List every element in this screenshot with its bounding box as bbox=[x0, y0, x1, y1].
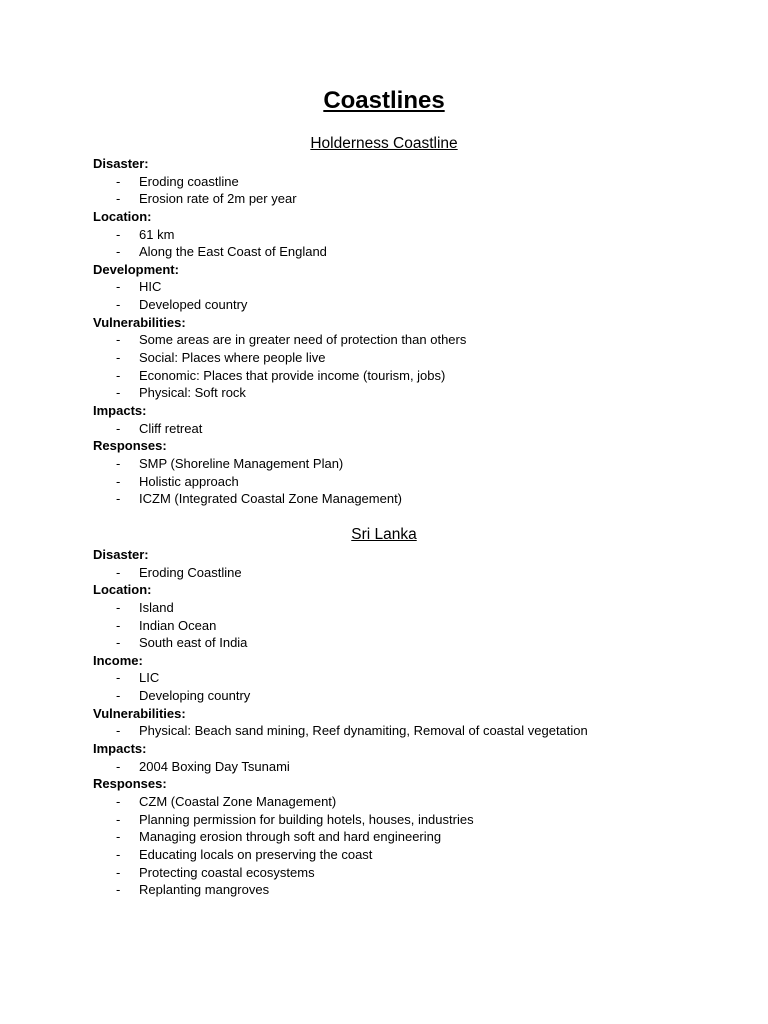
list-item bbox=[93, 669, 693, 687]
list-item-text: Eroding coastline bbox=[139, 173, 239, 189]
bullet-marker: - bbox=[116, 864, 121, 880]
section-label: Vulnerabilities: bbox=[93, 705, 186, 721]
list-item-text: CZM (Coastal Zone Management) bbox=[139, 793, 337, 809]
list-item-text: Economic: Places that provide income (tourism, jobs) bbox=[139, 367, 446, 383]
bullet-marker: - bbox=[116, 332, 121, 348]
bullet-marker: - bbox=[116, 473, 121, 489]
list-item bbox=[93, 384, 693, 402]
bullet-marker: - bbox=[116, 758, 121, 774]
list-item bbox=[93, 226, 693, 244]
list-item bbox=[93, 811, 693, 829]
list-item-text: 61 km bbox=[139, 226, 175, 242]
section-label: Location: bbox=[93, 208, 152, 224]
case-study-sections bbox=[93, 546, 693, 899]
list-item-text: South east of India bbox=[139, 635, 248, 651]
list-item-text: Educating locals on preserving the coast bbox=[139, 846, 373, 862]
list-item bbox=[93, 793, 693, 811]
bullet-marker: - bbox=[116, 846, 121, 862]
list-item-text: Cliff retreat bbox=[139, 420, 203, 436]
list-item bbox=[93, 473, 693, 491]
section-label: Vulnerabilities: bbox=[93, 314, 186, 330]
list-item bbox=[93, 367, 693, 385]
bullet-marker: - bbox=[116, 191, 121, 207]
list-item bbox=[93, 420, 693, 438]
list-item bbox=[93, 190, 693, 208]
section-label: Income: bbox=[93, 652, 143, 668]
bullet-marker: - bbox=[116, 635, 121, 651]
bullet-marker: - bbox=[116, 491, 121, 507]
bullet-marker: - bbox=[116, 617, 121, 633]
bullet-marker: - bbox=[116, 882, 121, 898]
document-title: Coastlines bbox=[323, 87, 445, 114]
section-label: Location: bbox=[93, 582, 152, 598]
section-label: Disaster: bbox=[93, 547, 149, 562]
section-label: Responses: bbox=[93, 776, 167, 792]
list-item bbox=[93, 687, 693, 705]
list-item-text: Developing country bbox=[139, 688, 251, 704]
section-label: Impacts: bbox=[93, 741, 147, 757]
case-study-heading: Sri Lanka bbox=[351, 526, 417, 543]
list-item-text: Erosion rate of 2m per year bbox=[139, 191, 297, 207]
list-item bbox=[93, 864, 693, 882]
list-item bbox=[93, 455, 693, 473]
bullet-marker: - bbox=[116, 297, 121, 313]
bullet-marker: - bbox=[116, 670, 121, 686]
list-item bbox=[93, 828, 693, 846]
list-item-text: Social: Places where people live bbox=[139, 350, 326, 366]
bullet-marker: - bbox=[116, 811, 121, 827]
list-item-text: Developed country bbox=[139, 297, 248, 313]
case-study-sections bbox=[93, 155, 693, 508]
section-label: Responses: bbox=[93, 438, 167, 454]
list-item bbox=[93, 722, 693, 740]
list-item bbox=[93, 846, 693, 864]
section-label: Disaster: bbox=[93, 156, 149, 171]
list-item-text: ICZM (Integrated Coastal Zone Management) bbox=[139, 491, 403, 507]
bullet-marker: - bbox=[116, 279, 121, 295]
bullet-marker: - bbox=[116, 793, 121, 809]
bullet-marker: - bbox=[116, 367, 121, 383]
bullet-marker: - bbox=[116, 688, 121, 704]
list-item bbox=[93, 617, 693, 635]
list-item bbox=[93, 173, 693, 191]
list-item bbox=[93, 634, 693, 652]
bullet-marker: - bbox=[116, 350, 121, 366]
section-label: Impacts: bbox=[93, 402, 147, 418]
bullet-marker: - bbox=[116, 599, 121, 615]
list-item bbox=[93, 599, 693, 617]
list-item-text: Physical: Beach sand mining, Reef dynamiting, Removal of coastal vegetation bbox=[139, 723, 588, 739]
list-item-text: LIC bbox=[139, 670, 160, 686]
bullet-marker: - bbox=[116, 723, 121, 739]
list-item bbox=[93, 758, 693, 776]
list-item-text: SMP (Shoreline Management Plan) bbox=[139, 455, 344, 471]
list-item-text: Island bbox=[139, 599, 174, 615]
list-item-text: Eroding Coastline bbox=[139, 564, 242, 580]
bullet-marker: - bbox=[116, 226, 121, 242]
list-item bbox=[93, 296, 693, 314]
list-item bbox=[93, 278, 693, 296]
bullet-marker: - bbox=[116, 829, 121, 845]
bullet-marker: - bbox=[116, 420, 121, 436]
list-item-text: 2004 Boxing Day Tsunami bbox=[139, 758, 290, 774]
list-item-text: Protecting coastal ecosystems bbox=[139, 864, 315, 880]
list-item-text: HIC bbox=[139, 279, 162, 295]
list-item-text: Indian Ocean bbox=[139, 617, 217, 633]
list-item bbox=[93, 881, 693, 899]
list-item-text: Some areas are in greater need of protection than others bbox=[139, 332, 467, 348]
bullet-marker: - bbox=[116, 173, 121, 189]
list-item-text: Replanting mangroves bbox=[139, 882, 270, 898]
bullet-marker: - bbox=[116, 564, 121, 580]
list-item-text: Planning permission for building hotels, houses, industries bbox=[139, 811, 474, 827]
list-item-text: Managing erosion through soft and hard engineering bbox=[139, 829, 442, 845]
section-label: Development: bbox=[93, 261, 179, 277]
list-item-text: Holistic approach bbox=[139, 473, 239, 489]
bullet-marker: - bbox=[116, 244, 121, 260]
list-item bbox=[93, 331, 693, 349]
bullet-marker: - bbox=[116, 385, 121, 401]
list-item-text: Along the East Coast of England bbox=[139, 244, 327, 260]
list-item bbox=[93, 564, 693, 582]
bullet-marker: - bbox=[116, 455, 121, 471]
list-item bbox=[93, 349, 693, 367]
case-study-heading: Holderness Coastline bbox=[310, 135, 458, 152]
list-item bbox=[93, 490, 693, 508]
list-item bbox=[93, 243, 693, 261]
list-item-text: Physical: Soft rock bbox=[139, 385, 246, 401]
